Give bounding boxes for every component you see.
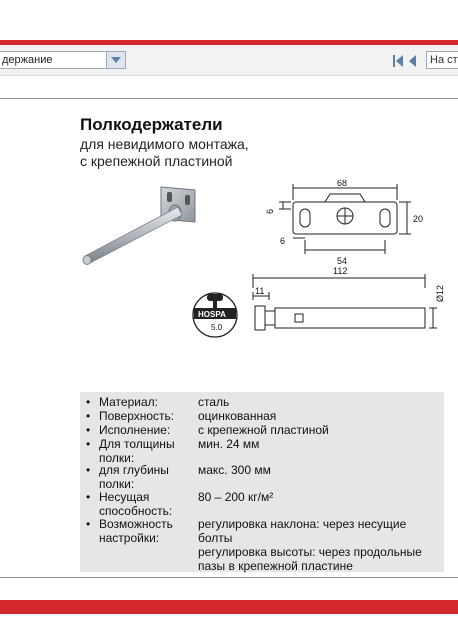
page-title: Полкодержатели <box>80 115 223 134</box>
dim-bottom-offset: 6 <box>280 236 286 246</box>
dim-hole-spacing: 54 <box>337 256 348 266</box>
technical-drawing <box>185 180 445 350</box>
first-page-icon[interactable] <box>393 55 403 67</box>
section-select[interactable] <box>0 51 126 69</box>
logo-brand: HOSPA <box>198 310 226 319</box>
dim-diameter: Ø12 <box>435 284 445 302</box>
page-subtitle <box>80 136 340 170</box>
dim-hole-offset: 6 <box>265 208 275 214</box>
slot-left <box>300 209 310 227</box>
slot-right <box>380 209 390 227</box>
page-input-placeholder: На ст <box>430 54 458 66</box>
dropdown-arrow-icon[interactable] <box>106 52 125 68</box>
navigation-toolbar <box>0 45 458 76</box>
subtitle-line-2: с крепежной пластиной <box>80 153 233 169</box>
prev-page-icon[interactable] <box>409 55 416 67</box>
side-rod <box>275 308 425 328</box>
side-plate <box>255 306 265 330</box>
section-select-value: держание <box>2 54 53 66</box>
dim-width-total: 68 <box>337 180 348 188</box>
subtitle-line-1: для невидимого монтажа, <box>80 136 249 152</box>
pager-controls <box>392 54 422 68</box>
logo-size: 5.0 <box>211 323 223 332</box>
dim-collar: 11 <box>255 286 265 296</box>
dim-length-total: 112 <box>333 266 348 276</box>
specifications-box: • Материал: сталь • Поверхность: оцинкованная • Исполнение: с крепежной пластиной • Для толщины полки: мин. 24 мм • для глубины полки: макс. 300 мм • Несущая способность: 80 – 200 кг/м² • Возможность настройки: регулировка наклона: через несущие болты регулировка высоты: через продольные пазы в крепежной пластине <box>80 392 444 572</box>
page-number-input[interactable] <box>426 51 458 69</box>
dim-height-right: 20 <box>413 214 424 224</box>
bottom-red-bar <box>0 600 458 614</box>
